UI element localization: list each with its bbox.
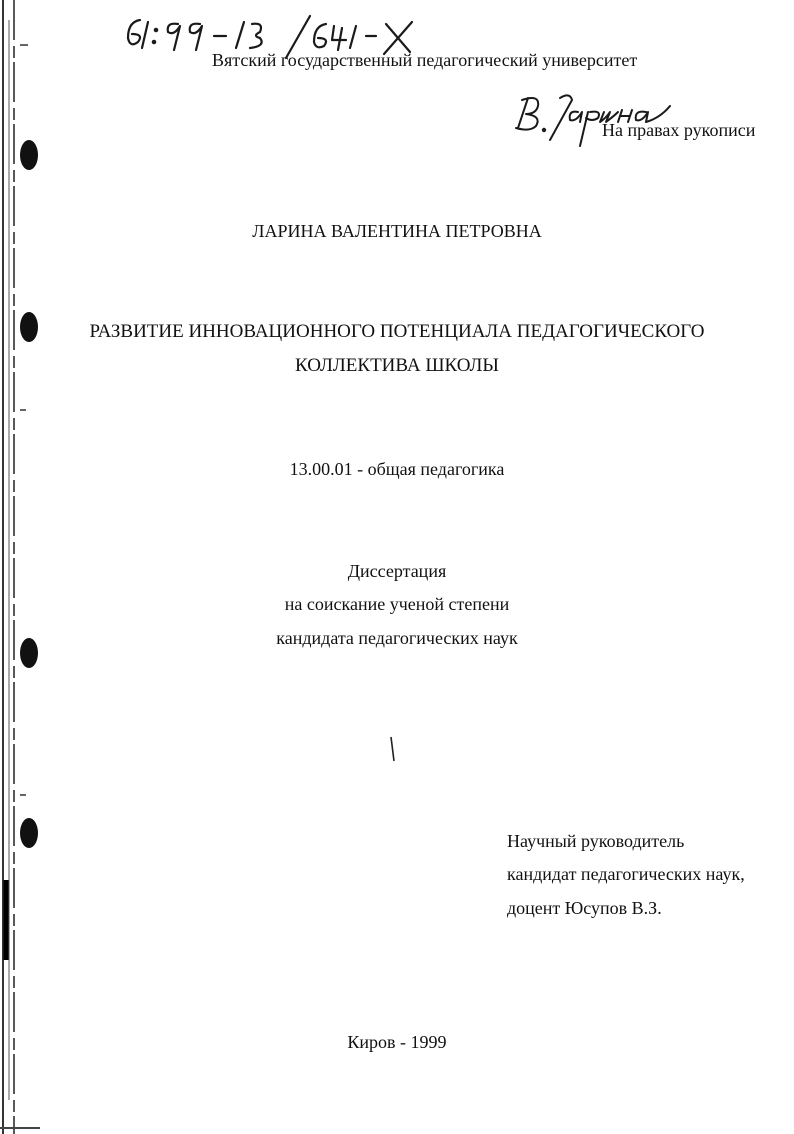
supervisor-line3: доцент Юсупов В.З.	[507, 898, 662, 918]
supervisor-line2: кандидат педагогических наук,	[507, 864, 745, 884]
degree-line3: кандидата педагогических наук	[276, 628, 518, 648]
punch-hole	[20, 818, 38, 848]
supervisor-line1: Научный руководитель	[507, 831, 685, 851]
degree-line2: на соискание ученой степени	[284, 594, 510, 614]
university-name: Вятский государственный педагогический университет	[212, 50, 638, 70]
manuscript-rights-notice: На правах рукописи	[602, 120, 756, 140]
punch-hole	[20, 140, 38, 170]
stray-mark	[388, 735, 398, 765]
place-and-year: Киров - 1999	[347, 1032, 447, 1052]
degree-line1: Диссертация	[347, 561, 447, 581]
author-name: ЛАРИНА ВАЛЕНТИНА ПЕТРОВНА	[252, 221, 542, 241]
specialty-code: 13.00.01 - общая педагогика	[289, 459, 505, 479]
dissertation-title-line1: РАЗВИТИЕ ИННОВАЦИОННОГО ПОТЕНЦИАЛА ПЕДАГОГИЧЕСКОГО	[89, 321, 705, 342]
dissertation-title-line2: КОЛЛЕКТИВА ШКОЛЫ	[295, 355, 499, 376]
